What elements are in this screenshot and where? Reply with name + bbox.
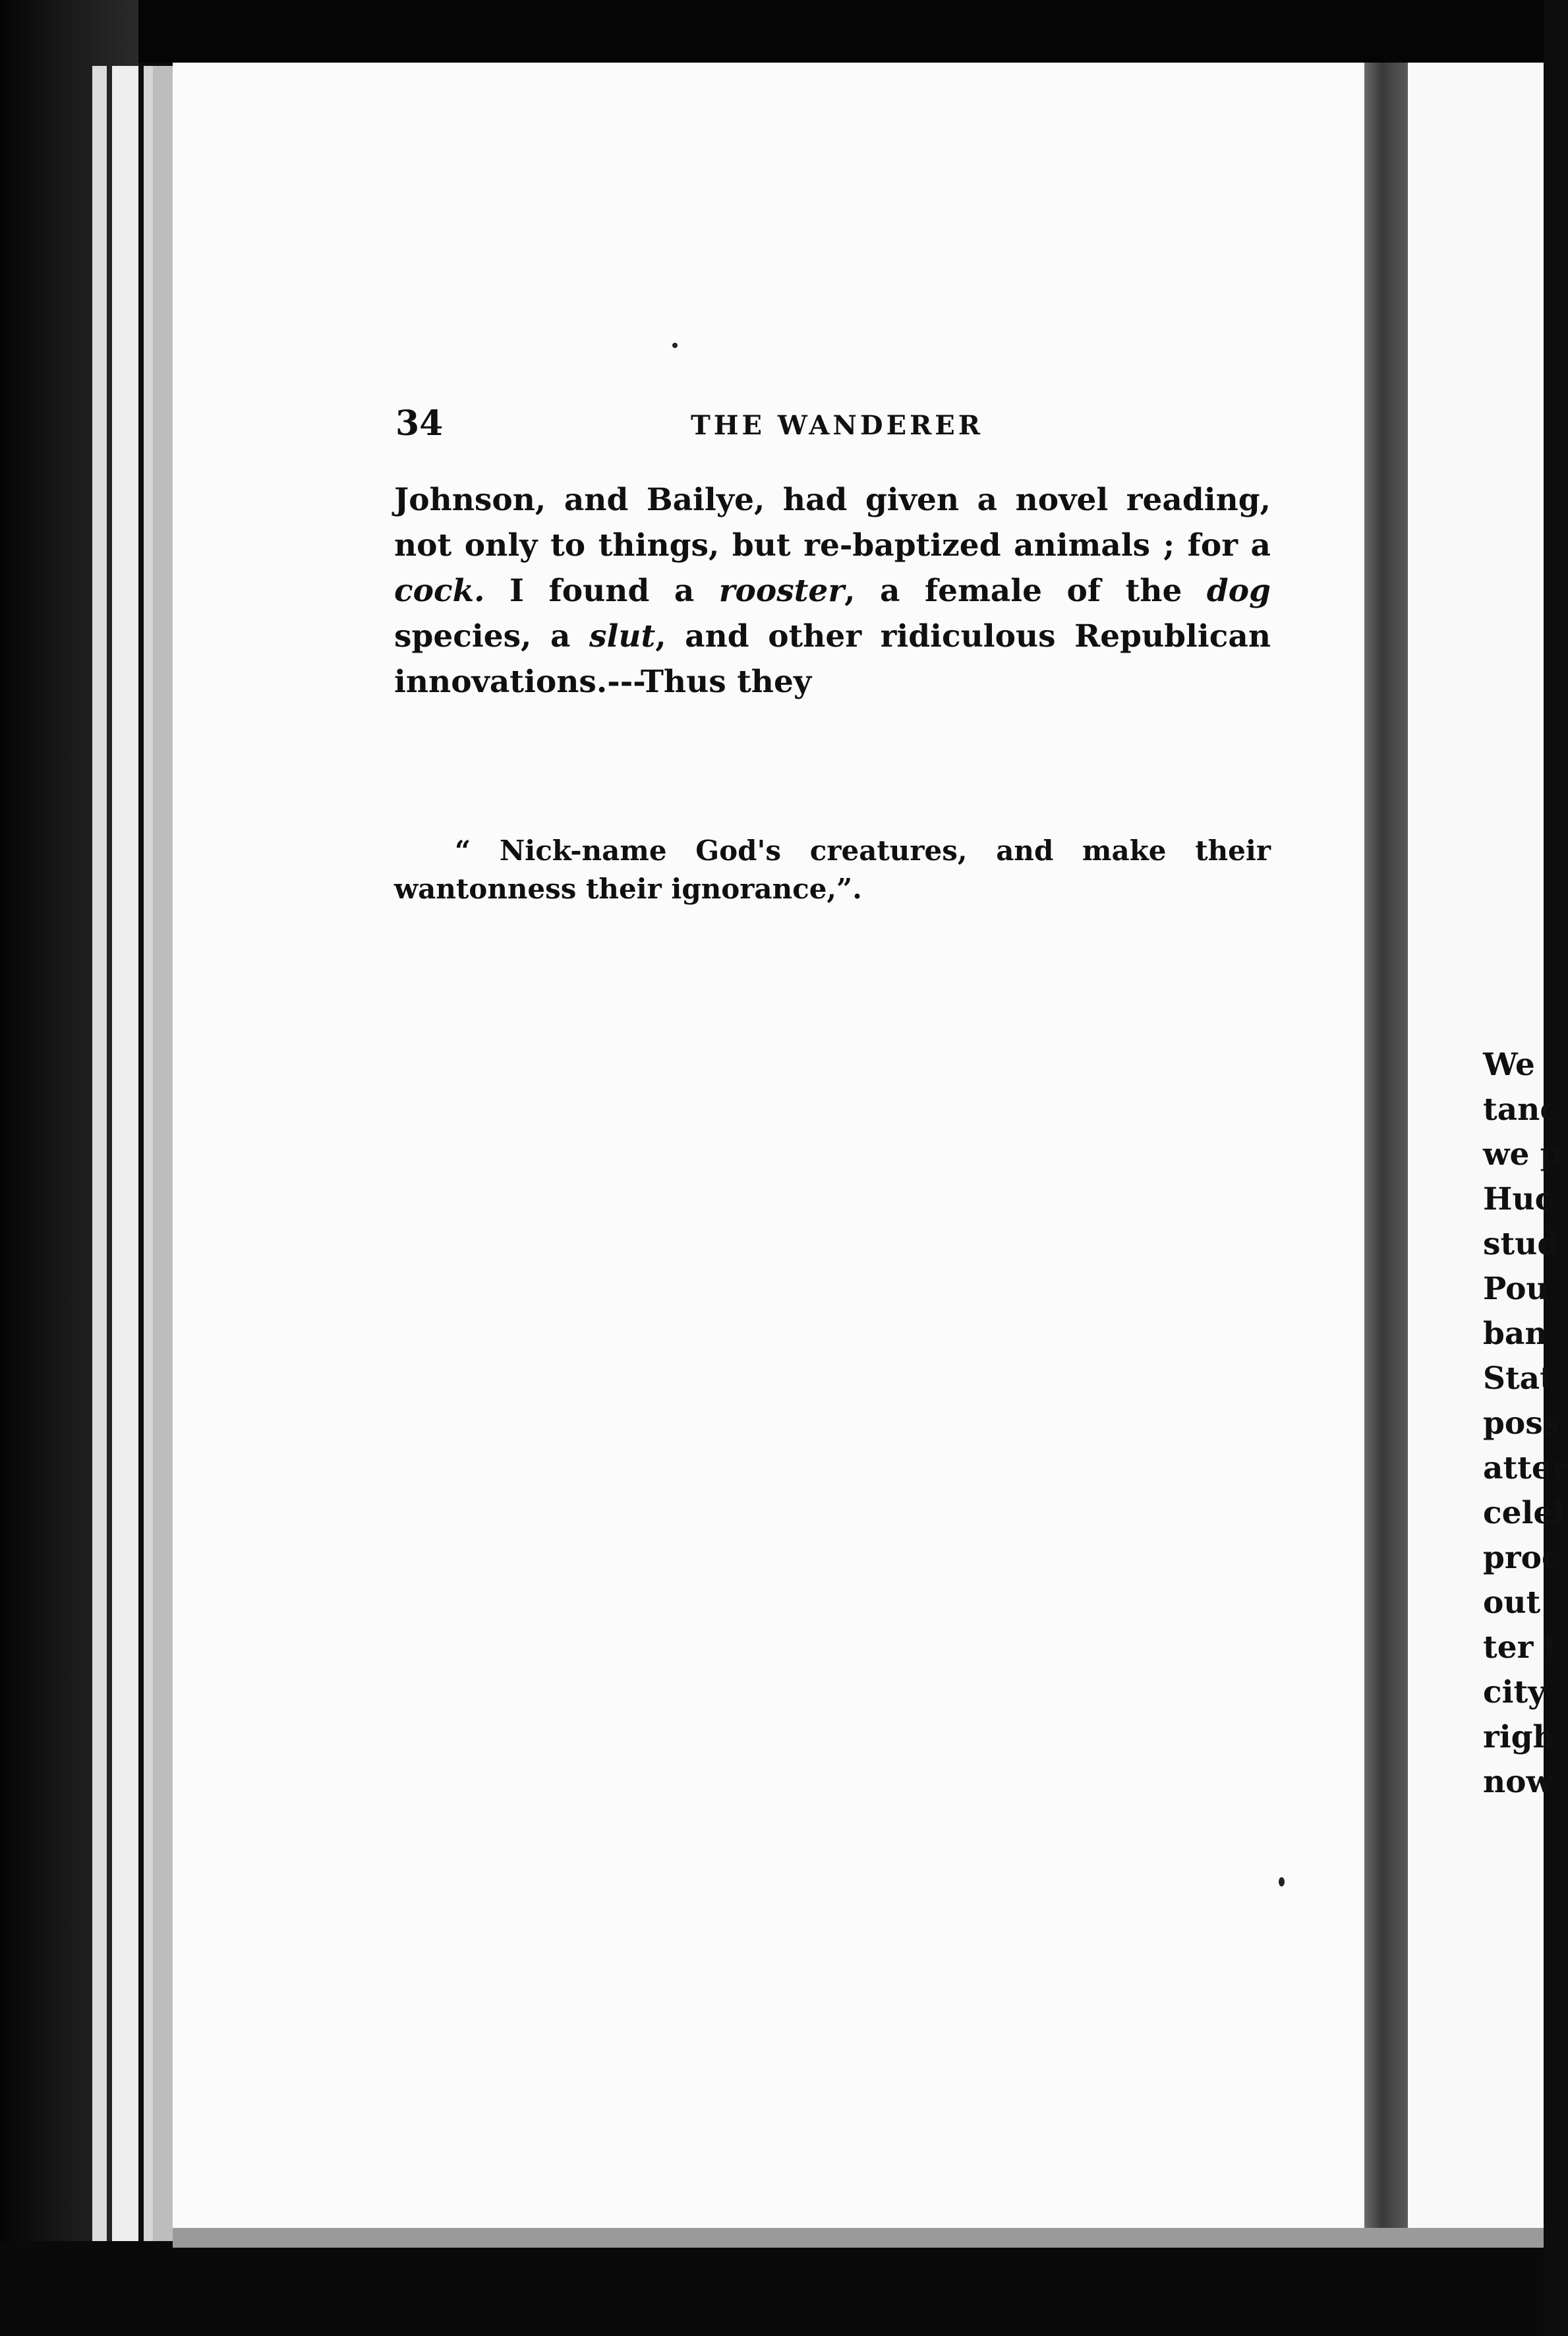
italic-term: dog [1206,573,1271,609]
ink-speck [672,343,678,348]
scan-background-top [0,0,1544,63]
body-text-run: species, a [394,618,590,655]
body-text-run: , a female of the [844,573,1207,609]
facing-page-line: ban [1483,1316,1548,1352]
facing-page-line: ter t [1483,1629,1559,1666]
facing-page-line: proc [1483,1540,1561,1576]
facing-page-line: tanc [1483,1092,1559,1128]
facing-page-text [1483,1043,1568,1805]
body-paragraph-text [394,477,1271,705]
facing-page-line: Huc [1483,1181,1554,1217]
italic-term: cock. [394,573,485,609]
facing-page-line: city [1483,1674,1546,1710]
facing-page-line: Pou [1483,1271,1549,1307]
quotation [394,832,1271,908]
facing-page-line: now [1483,1764,1553,1800]
page-edge-shadow [153,66,173,2241]
facing-page-line: Stat [1483,1360,1554,1397]
page-number: 34 [395,403,444,444]
body-paragraph [394,477,1271,705]
italic-term: rooster [718,573,845,609]
quotation-text: “ Nick-name God's creatures, and make their wantonness their ignorance,”. [394,834,1271,905]
facing-page-line: atter [1483,1450,1568,1486]
page-edge-strip [92,66,107,2241]
facing-page-line: poss [1483,1405,1561,1442]
italic-term: slut [589,618,656,655]
book-page [173,63,1371,2241]
facing-page-line: out [1483,1585,1541,1621]
page-edge-strip [144,66,153,2241]
running-header [395,403,1279,443]
running-title: THE WANDERER [690,410,984,441]
body-text-run: , and other ridiculous Republican innovations.---Thus they [394,618,1271,700]
facing-page-line: we p [1483,1136,1562,1173]
page-bottom-edge [173,2228,1544,2248]
body-text-run: Johnson, and Bailye, had given a novel reading, not only to things, but re-baptized animals ; for a [394,482,1271,564]
facing-page-line: righ [1483,1719,1555,1755]
facing-page-line: We [1483,1047,1535,1083]
ink-speck [1279,1877,1285,1886]
scan-background-bottom [0,2241,1544,2336]
facing-page-line: stud [1483,1226,1559,1262]
body-text-run: I found a [484,573,719,609]
page-edge-strip [112,66,138,2241]
facing-page-line: celel [1483,1495,1565,1531]
book-gutter [1364,63,1408,2241]
